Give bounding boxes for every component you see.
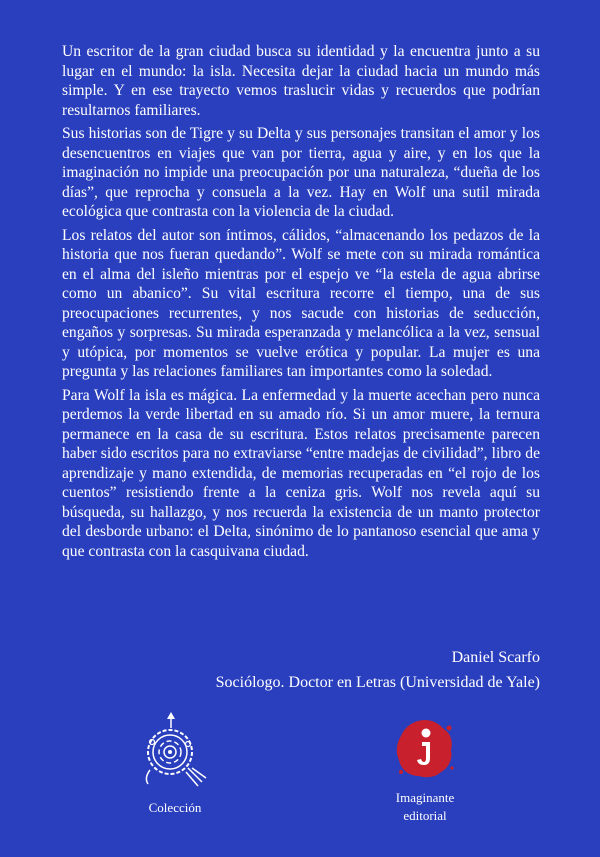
publisher-name [375,789,475,825]
collection-label: Colección [148,800,202,815]
author-credentials: Sociólogo. Doctor en Letras (Universidad de Yale) [215,674,540,691]
signature-block [216,645,540,695]
paragraph-1: Un escritor de la gran ciudad busca su identidad y la encuentra junto a su lugar en el mundo: la isla. Necesita dejar la ciudad hacia un mundo más simple. Y en ese trayecto vemos traslucir vidas y recuerdos que podrían resultarnos familiares. [62,43,540,119]
paragraph-2: Sus historias son de Tigre y su Delta y sus personajes transitan el amor y los desencuentros en viajes que van por tierra, agua y aire, y en los que la imaginación no impide una preocupación por una naturaleza, “dueña de los días”, que reprocha y consuela a la vez. Hay en Wolf una sutil mirada ecológica que contrasta con la violencia de la ciudad. [62,125,540,220]
synopsis-text [62,42,540,565]
paragraph-3: Los relatos del autor son íntimos, cálidos, “almacenando los pedazos de la historia que nos fueran quedando”. Wolf se mete con su mirada romántica en el alma del isleño mientras por el espejo ve “la estela de agua abrirse como un abanico”. Su vital escritura recorre el tiempo, una de sus preocupaciones recurrentes, y nos sacude con historias de seducción, engaños y sorpresas. Su mirada esperanzada y melancólica a la vez, sensual y utópica, por momentos se vuelve erótica y popular. La mujer es una pregunta y las relaciones familiares tan importantes como la soledad. [62,226,540,380]
author-name: Daniel Scarfo [451,649,540,666]
collection-emblem-icon [140,712,210,790]
collection-logo [130,712,220,817]
publisher-line-2: editorial [403,808,447,823]
publisher-line-1: Imaginante [395,790,455,805]
publisher-ink-splash-icon [395,718,455,780]
publisher-logo [375,718,475,825]
paragraph-4: Para Wolf la isla es mágica. La enfermedad y la muerte acechan pero nunca perdemos la verde libertad en su amado río. Si un amor muere, la ternura permanece en la casa de su escritura. Estos relatos precisamente parecen haber sido escritos para no extraviarse “entre madejas de civilidad”, libro de aprendizaje y mano extendida, de memorias recuperadas en “el rojo de los cuentos” resistiendo frente a la ceniza gris. Wolf nos revela aquí su búsqueda, su hallazgo, y nos recuerda la existencia de un manto protector del desborde urbano: el Delta, sinónimo de lo pantanoso esencial que ama y que contrasta con la casquivana ciudad. [62,386,540,560]
